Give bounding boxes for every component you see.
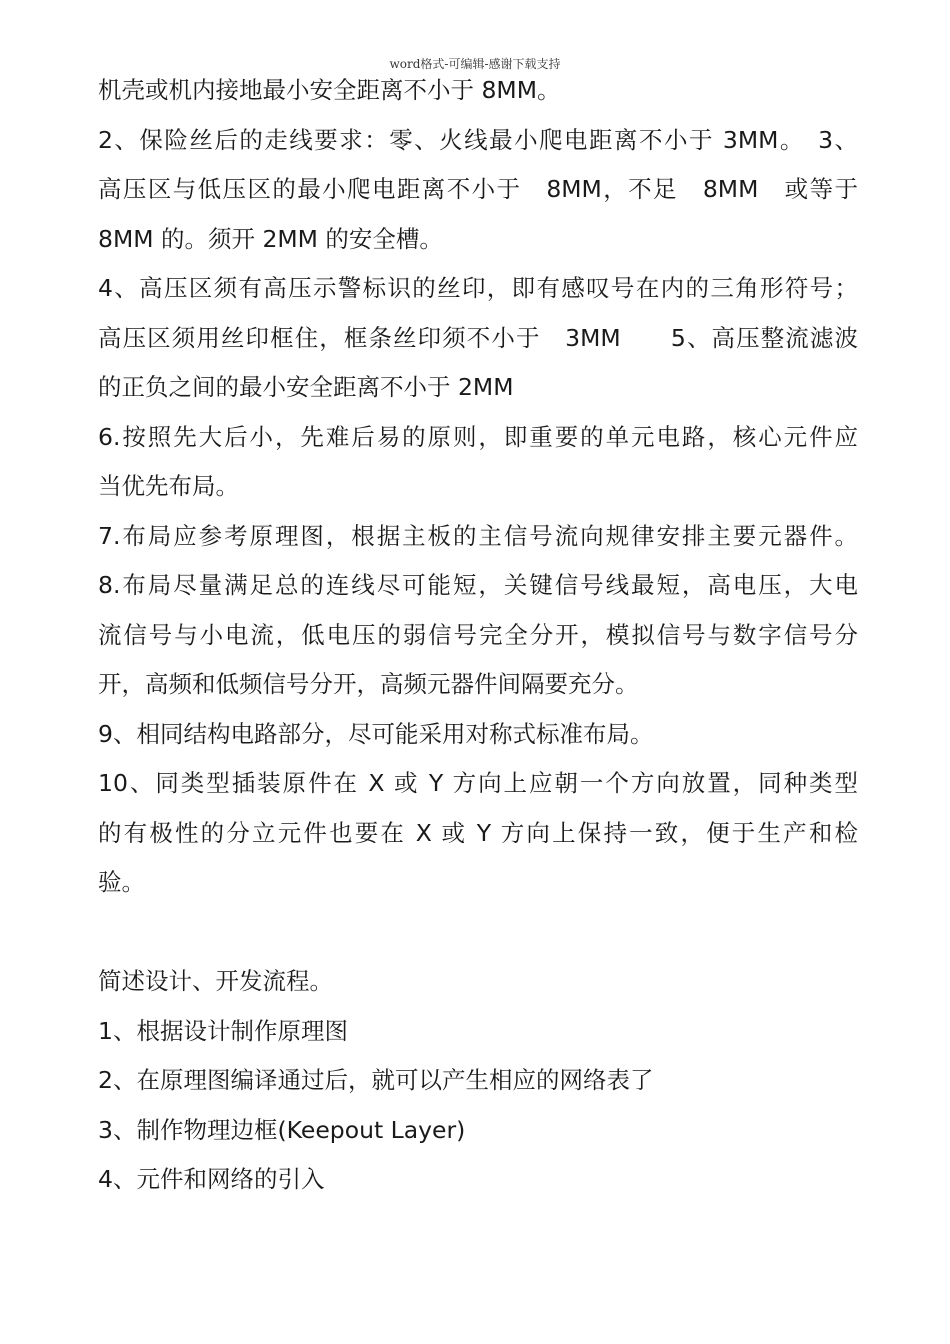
text-line: 7.布局应参考原理图，根据主板的主信号流向规律安排主要元器件。 — [98, 521, 858, 550]
text-line: 验。 — [98, 868, 145, 896]
text-line: 的正负之间的最小安全距离不小于 2MM — [98, 373, 514, 401]
text-line: 9、相同结构电路部分，尽可能采用对称式标准布局。 — [98, 719, 654, 748]
header-watermark: word格式-可编辑-感谢下载支持 — [389, 57, 561, 71]
text-line: 4、高压区须有高压示警标识的丝印，即有感叹号在内的三角形符号； — [98, 274, 858, 302]
text-line: 高压区须用丝印框住，框条丝印须不小于 3MM 5、高压整流滤波 — [98, 323, 858, 352]
list-item: 1、根据设计制作原理图 — [98, 1016, 348, 1045]
text-line: 8MM 的。须开 2MM 的安全槽。 — [98, 224, 443, 253]
text-line: 10、同类型插装原件在 X 或 Y 方向上应朝一个方向放置，同种类型 — [98, 769, 858, 797]
list-item: 3、制作物理边框(Keepout Layer) — [98, 1115, 466, 1144]
text-line: 流信号与小电流，低电压的弱信号完全分开，模拟信号与数字信号分 — [98, 620, 858, 649]
text-line: 6.按照先大后小，先难后易的原则，即重要的单元电路，核心元件应 — [98, 422, 858, 451]
section-heading: 简述设计、开发流程。 — [98, 967, 333, 995]
text-line: 的有极性的分立元件也要在 X 或 Y 方向上保持一致，便于生产和检 — [98, 818, 858, 847]
text-line: 高压区与低压区的最小爬电距离不小于 8MM，不足 8MM 或等于 — [98, 175, 858, 203]
document-body — [98, 66, 858, 1205]
list-item: 4、元件和网络的引入 — [98, 1165, 325, 1193]
text-line: 开，高频和低频信号分开，高频元器件间隔要充分。 — [98, 670, 639, 698]
blank-line — [98, 908, 858, 958]
list-item: 2、在原理图编译通过后，就可以产生相应的网络表了 — [98, 1066, 654, 1094]
text-line: 8.布局尽量满足总的连线尽可能短，关键信号线最短，高电压，大电 — [98, 571, 858, 599]
text-line: 当优先布局。 — [98, 472, 239, 500]
text-line: 2、保险丝后的走线要求：零、火线最小爬电距离不小于 3MM。 3、 — [98, 125, 858, 154]
text-line: 机壳或机内接地最小安全距离不小于 8MM。 — [98, 76, 561, 104]
